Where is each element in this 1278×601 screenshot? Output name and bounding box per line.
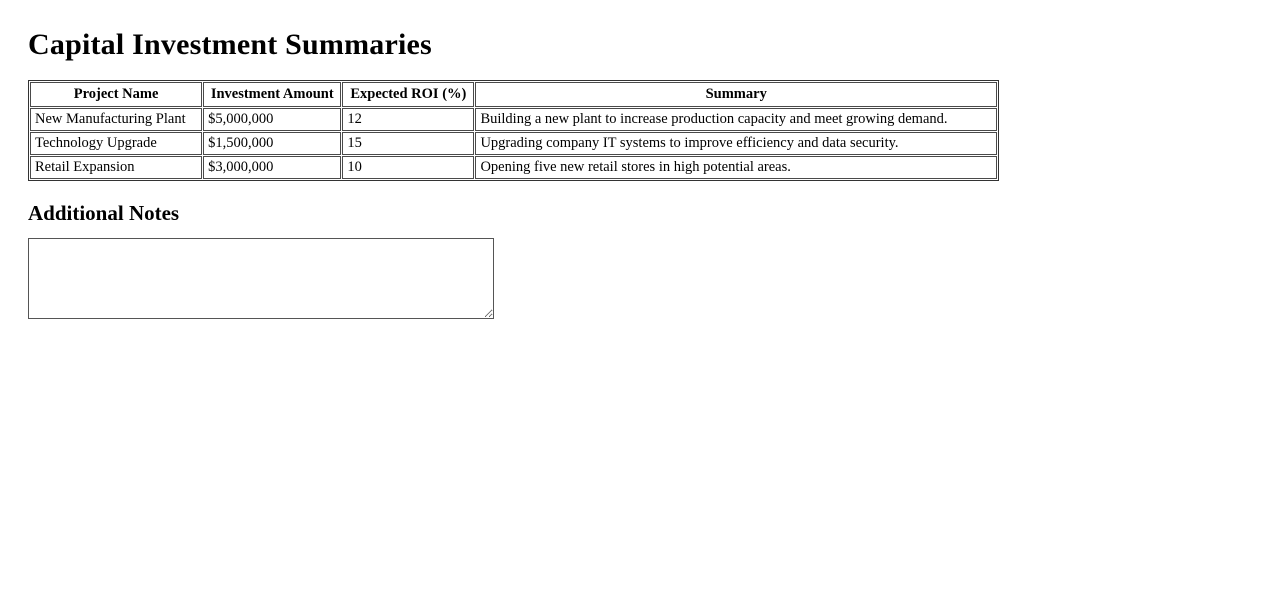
table-row	[30, 108, 997, 131]
additional-notes-input[interactable]	[28, 238, 494, 319]
cell-project-name: Technology Upgrade	[30, 132, 202, 155]
cell-project-name: Retail Expansion	[30, 156, 202, 179]
cell-expected-roi: 15	[342, 132, 474, 155]
cell-project-name: New Manufacturing Plant	[30, 108, 202, 131]
column-header-expected-roi: Expected ROI (%)	[342, 82, 474, 107]
table-row	[30, 156, 997, 179]
cell-expected-roi: 12	[342, 108, 474, 131]
additional-notes-heading: Additional Notes	[28, 201, 180, 225]
capital-investment-table	[28, 80, 999, 181]
table-header-row	[30, 82, 997, 107]
table-row	[30, 132, 997, 155]
column-header-investment-amount: Investment Amount	[203, 82, 341, 107]
page-title: Capital Investment Summaries	[28, 28, 432, 61]
cell-investment-amount: $5,000,000	[203, 108, 341, 131]
cell-investment-amount: $1,500,000	[203, 132, 341, 155]
cell-summary: Upgrading company IT systems to improve efficiency and data security.	[475, 132, 997, 155]
cell-investment-amount: $3,000,000	[203, 156, 341, 179]
cell-summary: Building a new plant to increase production capacity and meet growing demand.	[475, 108, 997, 131]
column-header-summary: Summary	[475, 82, 997, 107]
cell-expected-roi: 10	[342, 156, 474, 179]
cell-summary: Opening five new retail stores in high potential areas.	[475, 156, 997, 179]
column-header-project-name: Project Name	[30, 82, 202, 107]
